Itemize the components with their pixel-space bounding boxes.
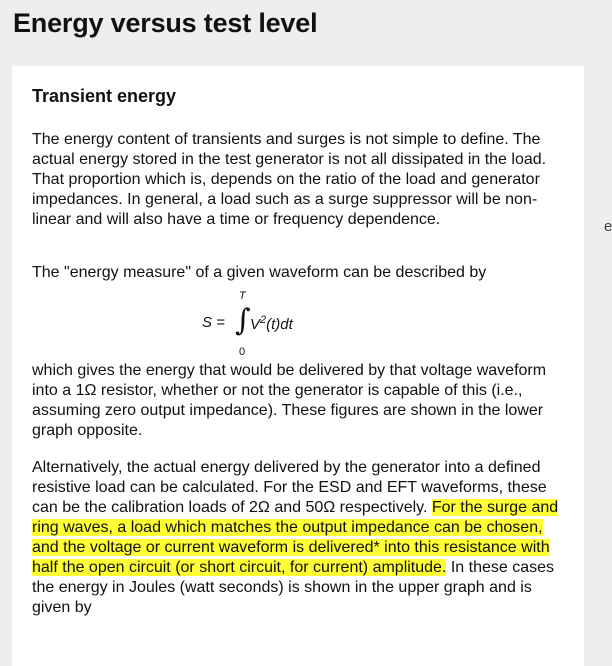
paragraph-intro: The energy content of transients and surges is not simple to define. The actual energy stored in the test generator is not all dissipated in the load. That proportion which is, depends on the ratio of the load and generator impedances. In general, a load such as a surge suppressor will be non-linear and will also have a time or frequency dependence. — [32, 131, 547, 228]
paragraph-formula-explanation: which gives the energy that would be delivered by that voltage waveform into a 1Ω resistor, whether or not the generator is capable of this (i.e., assuming zero output impedance). These figures are shown in the lower graph opposite. — [32, 362, 547, 439]
formula-lower-limit: 0 — [239, 346, 246, 358]
integrand-base: V — [250, 316, 261, 333]
paragraph-lead: Alternatively, the actual energy delivered by the generator into a defined resistive load can be calculated. For the ESD and EFT waveforms, these can be the calibration loads of 2Ω and 50Ω respectively. — [32, 459, 547, 516]
paragraph-energy-measure: The "energy measure" of a given waveform can be described by — [32, 264, 487, 281]
paragraph-delivered-energy — [32, 458, 572, 618]
formula-upper-limit: T — [239, 290, 246, 302]
integral-sign: ∫ — [235, 303, 251, 338]
section-heading: Transient energy — [32, 86, 177, 106]
paragraph-tail: In these cases the energy in Joules (watt seconds) is shown in the upper graph and is given by — [32, 559, 555, 616]
page-title: Energy versus test level — [13, 8, 318, 38]
clipped-edge-text: e — [604, 218, 612, 235]
integrand-exponent: 2 — [260, 314, 267, 326]
formula-lhs: S = — [202, 314, 225, 331]
formula-integrand — [250, 314, 293, 333]
content-panel — [12, 66, 584, 666]
highlighted-text: For the surge and ring waves, a load which matches the output impedance can be chosen, and the voltage or current waveform is delivered* into this resistance with half the open circuit (or short circuit, for current) amplitude. — [32, 499, 559, 576]
energy-formula — [202, 290, 342, 360]
integrand-tail: (t)dt — [266, 316, 293, 333]
